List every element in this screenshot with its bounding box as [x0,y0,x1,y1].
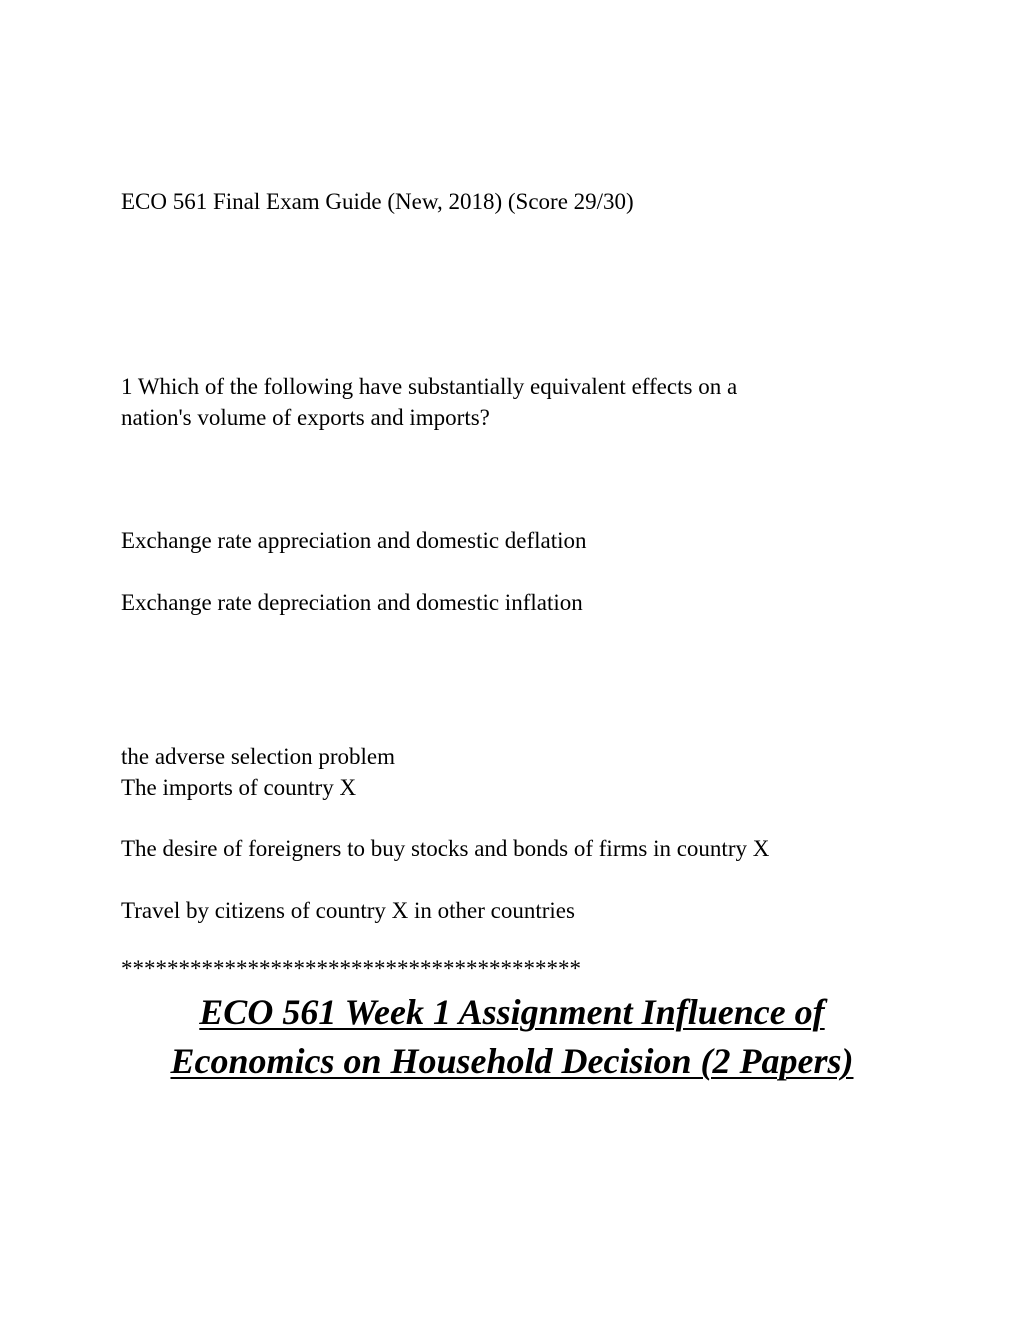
question-line-2: nation's volume of exports and imports? [121,405,490,430]
question-line-1: 1 Which of the following have substantially equivalent effects on a [121,374,738,399]
answer-option-2: Exchange rate depreciation and domestic inflation [121,590,583,615]
answer-option-1: Exchange rate appreciation and domestic deflation [121,528,587,553]
text-desire-of-foreigners: The desire of foreigners to buy stocks and bonds of firms in country X [121,836,770,861]
text-imports: The imports of country X [121,775,357,800]
heading-line-1[interactable]: ECO 561 Week 1 Assignment Influence of [199,992,825,1032]
text-travel-by-citizens: Travel by citizens of country X in other countries [121,898,575,923]
heading-line-2[interactable]: Economics on Household Decision (2 Papers) [170,1041,854,1081]
separator-line: **************************************** [121,956,581,981]
document-title: ECO 561 Final Exam Guide (New, 2018) (Score 29/30) [121,189,634,214]
text-adverse-selection: the adverse selection problem [121,744,395,769]
